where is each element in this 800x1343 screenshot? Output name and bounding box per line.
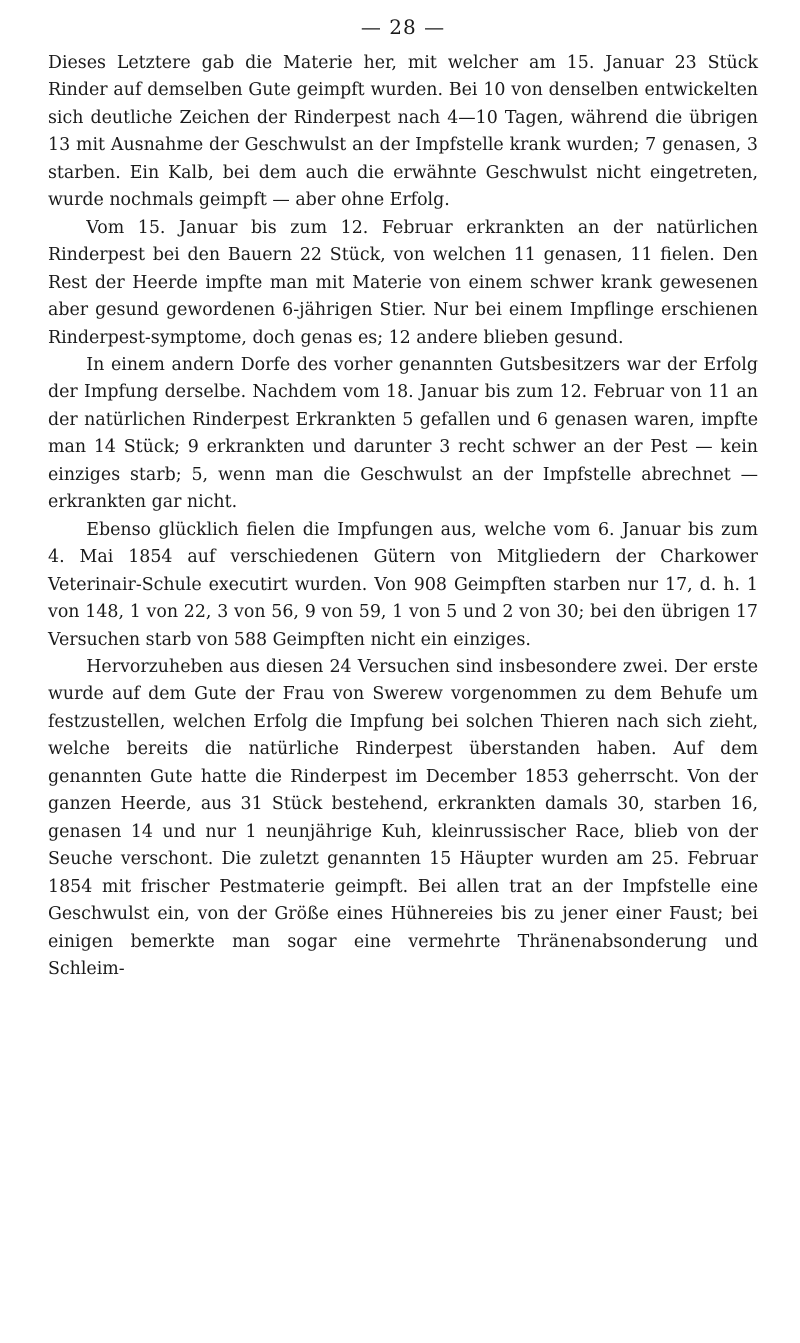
paragraph-5: Hervorzuheben aus diesen 24 Versuchen sind insbesondere zwei. Der erste wurde auf dem Gute der Frau von Swerew vorgenommen zu dem Behufe um festzustellen, welchen Erfolg die Impfung bei solchen Thieren nach sich zieht, welche bereits die natürliche Rinderpest überstanden haben. Auf dem genannten Gute hatte die Rinderpest im December 1853 geherrscht. Von der ganzen Heerde, aus 31 Stück bestehend, erkrankten damals 30, starben 16, genasen 14 und nur 1 neunjährige Kuh, kleinrussischer Race, blieb von der Seuche verschont. Die zuletzt genannten 15 Häupter wurden am 25. Februar 1854 mit frischer Pestmaterie geimpft. Bei allen trat an der Impfstelle eine Geschwulst ein, von der Größe eines Hühnereies bis zu jener einer Faust; bei einigen bemerkte man sogar eine vermehrte Thränenabsonderung und Schleim- <box>48 656 758 979</box>
body-text <box>48 50 758 983</box>
paragraph-4: Ebenso glücklich fielen die Impfungen aus, welche vom 6. Januar bis zum 4. Mai 1854 auf verschiedenen Gütern von Mitgliedern der Charkower Veterinair-Schule executirt wurden. Von 908 Geimpften starben nur 17, d. h. 1 von 148, 1 von 22, 3 von 56, 9 von 59, 1 von 5 und 2 von 30; bei den übrigen 17 Versuchen starb von 588 Geimpften nicht ein einziges. <box>48 519 758 650</box>
paragraph-3: In einem andern Dorfe des vorher genannten Gutsbesitzers war der Erfolg der Impfung derselbe. Nachdem vom 18. Januar bis zum 12. Februar von 11 an der natürlichen Rinderpest Erkrankten 5 gefallen und 6 genasen waren, impfte man 14 Stück; 9 erkrankten und darunter 3 recht schwer an der Pest — kein einziges starb; 5, wenn man die Geschwulst an der Impfstelle abrechnet — erkrankten gar nicht. <box>48 354 758 513</box>
paragraph-2: Vom 15. Januar bis zum 12. Februar erkrankten an der natürlichen Rinderpest bei den Bauern 22 Stück, von welchen 11 genasen, 11 fielen. Den Rest der Heerde impfte man mit Materie von einem schwer krank gewesenen aber gesund gewordenen 6-jährigen Stier. Nur bei einem Impflinge erschienen Rinderpest-symptome, doch genas es; 12 andere blieben gesund. <box>48 217 758 348</box>
paragraph-1: Dieses Letztere gab die Materie her, mit welcher am 15. Januar 23 Stück Rinder auf demselben Gute geimpft wurden. Bei 10 von denselben entwickelten sich deutliche Zeichen der Rinderpest nach 4—10 Tagen, während die übrigen 13 mit Ausnahme der Geschwulst an der Impfstelle krank wurden; 7 genasen, 3 starben. Ein Kalb, bei dem auch die erwähnte Geschwulst nicht eingetreten, wurde nochmals geimpft — aber ohne Erfolg. <box>48 53 758 211</box>
page-number: — 28 — <box>360 15 446 39</box>
